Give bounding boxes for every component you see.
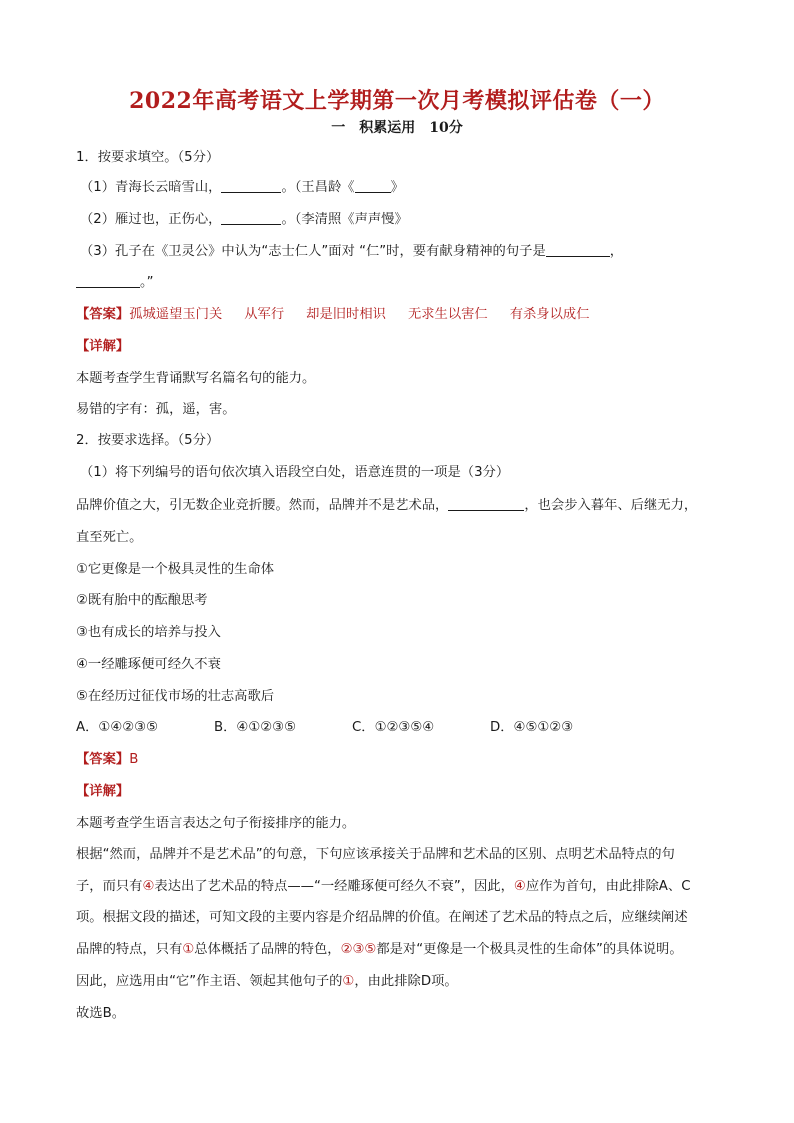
option-c: C．①②③⑤④ (352, 720, 435, 735)
answer-tag: 【答案】 (76, 307, 130, 322)
detail-tag: 【详解】 (76, 784, 130, 799)
question-1-stem: 1．按要求填空。（5分） (76, 150, 220, 165)
section-heading (0, 117, 794, 137)
list-item: ⑤在经历过征伐市场的壮志高歌后 (76, 689, 275, 704)
explanation-line: 品牌的特点，只有①总体概括了品牌的特色，②③⑤都是对“更像是一个极具灵性的生命体”的具体说明。 (76, 942, 683, 957)
explanation-line: 项。根据文段的描述，可知文段的主要内容是介绍品牌的价值。在阐述了艺术品的特点之后，应继续阐述 (76, 910, 688, 925)
answer-blank (221, 210, 281, 225)
option-a: A．①④②③⑤ (76, 720, 158, 735)
list-item: ①它更像是一个极具灵性的生命体 (76, 562, 275, 577)
explanation-line: 根据“然而，品牌并不是艺术品”的句意，下句应该承接关于品牌和艺术品的区别、点明艺术品特点的句 (76, 847, 675, 862)
question-1-detail-2: 易错的字有：孤，遥，害。 (76, 402, 236, 417)
section-name: 积累运用 (359, 120, 416, 136)
question-2-passage: 品牌价值之大，引无数企业竞折腰。然而，品牌并不是艺术品， ，也会步入暮年、后继无力， (76, 498, 698, 513)
question-2-sub: （1）将下列编号的语句依次填入语段空白处，语意连贯的一项是（3分） (80, 465, 510, 480)
question-1-answer: 【答案】孤城遥望玉门关 从军行 却是旧时相识 无求生以害仁 有杀身以成仁 (76, 307, 590, 322)
question-1-detail-1: 本题考查学生背诵默写名篇名句的能力。 (76, 371, 316, 386)
section-number: 一 (331, 120, 346, 136)
detail-tag: 【详解】 (76, 339, 130, 354)
question-2-passage-cont: 直至死亡。 (76, 530, 143, 545)
page-title: 2022年高考语文上学期第一次月考模拟评估卷（一） (129, 88, 665, 114)
option-d: D．④⑤①②③ (490, 720, 574, 735)
question-1-sub-1: （1）青海长云暗雪山， 。（王昌龄《 》 (80, 180, 404, 195)
answer-tag: 【答案】 (76, 752, 130, 767)
question-2-options (76, 718, 736, 738)
list-item: ②既有胎中的酝酿思考 (76, 593, 208, 608)
answer-blank (448, 496, 524, 511)
section-score: 10分 (429, 120, 463, 136)
answer-blank (76, 273, 140, 288)
answer-blank (355, 178, 391, 193)
list-item: ④一经雕琢便可经久不衰 (76, 657, 221, 672)
answer-blank (546, 242, 610, 257)
question-2-stem: 2．按要求选择。（5分） (76, 433, 220, 448)
question-2-answer: 【答案】B (76, 752, 139, 767)
question-1-sub-2: （2）雁过也，正伤心， 。（李清照《声声慢》 (80, 212, 408, 227)
explanation-line: 子，而只有④表达出了艺术品的特点——“一经雕琢便可经久不衰”，因此，④应作为首句，由此排除A、C (76, 879, 691, 894)
question-1-sub-3: （3）孔子在《卫灵公》中认为“志士仁人”面对 “仁”时，要有献身精神的句子是 ， (80, 244, 624, 259)
answer-blank (221, 178, 281, 193)
conclusion: 故选B。 (76, 1006, 126, 1021)
question-1-sub-3-cont: 。” (76, 273, 736, 293)
list-item: ③也有成长的培养与投入 (76, 625, 221, 640)
option-b: B．④①②③⑤ (214, 720, 297, 735)
explanation-line: 因此，应选用由“它”作主语、领起其他句子的①，由此排除D项。 (76, 974, 458, 989)
question-2-detail-1: 本题考查学生语言表达之句子衔接排序的能力。 (76, 816, 356, 831)
